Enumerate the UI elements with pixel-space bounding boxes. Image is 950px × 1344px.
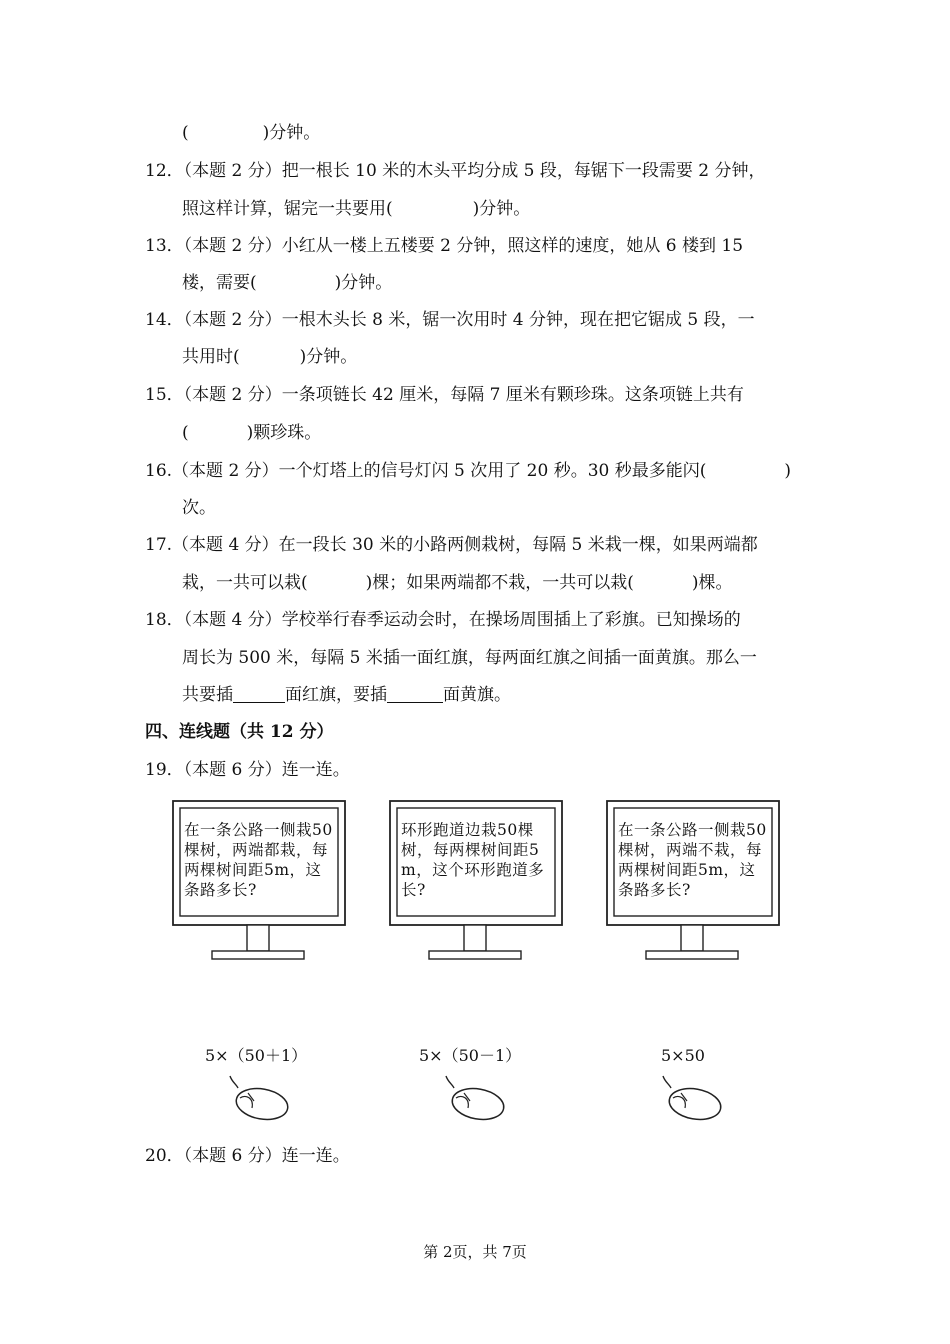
monitor-2 <box>389 800 593 962</box>
section-heading: 四、连线题（共 12 分） <box>145 722 334 742</box>
question-19: 19．（本题 6 分）连一连。 <box>145 760 350 780</box>
formula-2: 5×（50－1） <box>419 1046 522 1065</box>
question-16: 16.（本题 2 分）一个灯塔上的信号灯闪 5 次用了 20 秒。30 秒最多能闪( ) <box>145 461 792 481</box>
question-13: 13．（本题 2 分）小红从一楼上五楼要 2 分钟，照这样的速度，她从 6 楼到 15 <box>145 236 744 256</box>
question-14: 14．（本题 2 分）一根木头长 8 米，锯一次用时 4 分钟，现在把它锯成 5 段，一 <box>145 310 755 330</box>
question-15-continuation: ( )颗珍珠。 <box>182 423 322 443</box>
monitor-1 <box>172 800 376 962</box>
page-footer: 第 2页，共 7页 <box>423 1243 527 1261</box>
question-18-continuation-2: 共要插 面红旗，要插 面黄旗。 <box>182 685 511 705</box>
question-13-continuation: 楼，需要( )分钟。 <box>182 273 393 293</box>
mouse-icon <box>657 1074 723 1124</box>
question-17: 17.（本题 4 分）在一段长 30 米的小路两侧栽树，每隔 5 米栽一棵，如果两端都 <box>145 535 758 555</box>
monitor-text: 在一条公路一侧栽50棵树，两端都栽，每两棵树间距5m，这条路多长? <box>184 821 333 899</box>
monitor-text: 在一条公路一侧栽50棵树，两端不栽，每两棵树间距5m，这条路多长? <box>618 821 767 899</box>
formula-3: 5×50 <box>661 1046 705 1065</box>
question-12-continuation: 照这样计算，锯完一共要用( )分钟。 <box>182 199 531 219</box>
question-12: 12．（本题 2 分）把一根长 10 米的木头平均分成 5 段，每锯下一段需要 2 分钟， <box>145 161 766 181</box>
monitor-text: 环形跑道边栽50棵树，每两棵树间距5m，这个环形跑道多长? <box>401 821 545 899</box>
answer-underline[interactable] <box>387 684 443 703</box>
question-18-continuation: 周长为 500 米，每隔 5 米插一面红旗，每两面红旗之间插一面黄旗。那么一 <box>182 648 757 668</box>
q11-continuation: ( )分钟。 <box>182 123 321 143</box>
question-17-continuation: 栽，一共可以栽( )棵；如果两端都不栽，一共可以栽( )棵。 <box>182 573 733 593</box>
mouse-icon <box>440 1074 506 1124</box>
question-14-continuation: 共用时( )分钟。 <box>182 347 358 367</box>
question-18: 18．（本题 4 分）学校举行春季运动会时，在操场周围插上了彩旗。已知操场的 <box>145 610 741 630</box>
question-15: 15．（本题 2 分）一条项链长 42 厘米，每隔 7 厘米有颗珍珠。这条项链上共有 <box>145 385 744 405</box>
mouse-icon <box>224 1074 290 1124</box>
monitor-3 <box>606 800 810 962</box>
question-16-continuation: 次。 <box>182 498 216 518</box>
answer-underline[interactable] <box>233 684 285 703</box>
formula-1: 5×（50＋1） <box>205 1046 308 1065</box>
question-20: 20．（本题 6 分）连一连。 <box>145 1146 350 1166</box>
